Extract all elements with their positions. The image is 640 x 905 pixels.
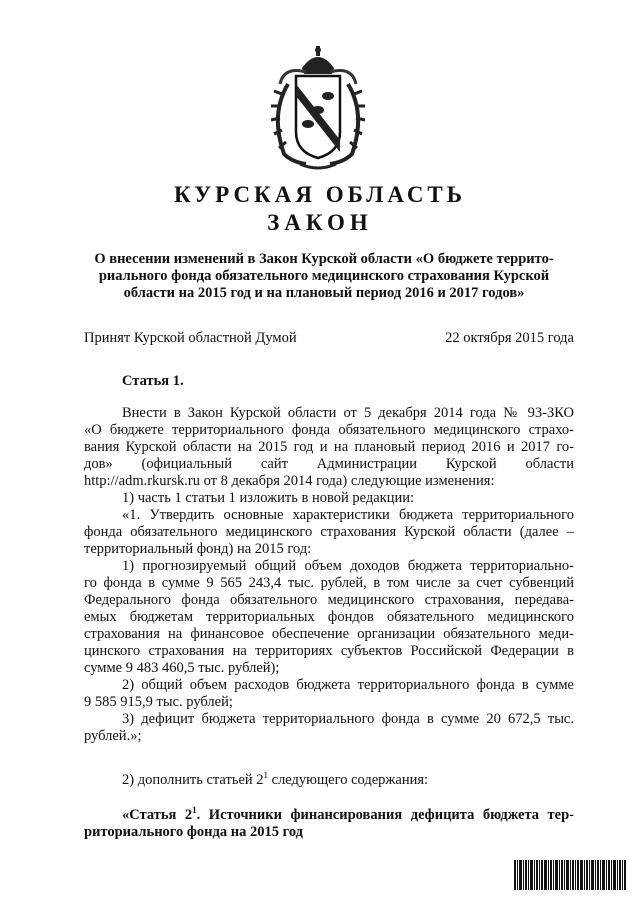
barcode [514, 860, 626, 890]
adopted-by: Принят Курской областной Думой [84, 330, 297, 346]
body-line: го фонда в сумме 9 565 243,4 тыс. рублей, в том числе за счет субвенций [84, 575, 574, 591]
article-1-body [84, 405, 574, 745]
body-line: дов» (официальный сайт Администрации Курской области [84, 456, 574, 472]
body-line: фонда обязательного медицинского страхования Курской области (далее – [84, 524, 574, 540]
article-2-1-heading-rest: . Источники финансирования дефицита бюджета тер- [196, 807, 575, 823]
coat-of-arms-emblem [266, 44, 370, 172]
body-line: http://adm.rkursk.ru от 8 декабря 2014 года) следующие изменения: [84, 473, 495, 489]
adoption-info [84, 330, 574, 347]
subject-line: О внесении изменений в Закон Курской области «О бюджете террито- [94, 251, 554, 267]
body-line: 2) общий объем расходов бюджета территориального фонда в сумме [122, 677, 574, 693]
subject-line: риального фонда обязательного медицинского страхования Курской [98, 268, 550, 284]
article-2-1-heading-prefix: «Статья 2 [122, 807, 193, 823]
body-line: страхования на финансовое обеспечение организации обязательного меди- [84, 626, 574, 642]
body-line: вания Курской области на 2015 год и на плановый период 2016 и 2017 го- [84, 439, 574, 455]
body-line: Внести в Закон Курской области от 5 декабря 2014 года № 93-ЗКО [122, 405, 574, 421]
amendment-2-prefix: 2) дополнить статьей 2 [122, 772, 264, 788]
article-2-1-heading-line: риториального фонда на 2015 год [84, 824, 303, 840]
body-line: территориальный фонд) на 2015 год: [84, 541, 312, 557]
body-line: 3) дефицит бюджета территориального фонда в сумме 20 672,5 тыс. [122, 711, 574, 727]
body-line: 1) прогнозируемый общий объем доходов бюджета территориально- [122, 558, 574, 574]
article-2-1-heading [84, 806, 574, 840]
document-type-title: ЗАКОН [267, 210, 373, 235]
law-subject [84, 251, 564, 302]
body-line: «О бюджете территориального фонда обязательного медицинского страхо- [84, 422, 574, 438]
body-line: емых бюджетам территориальных фондов обязательного медицинского [84, 609, 574, 625]
body-line: 1) часть 1 статьи 1 изложить в новой редакции: [122, 490, 415, 506]
amendment-2-text [122, 772, 428, 789]
body-line: 9 585 915,9 тыс. рублей; [84, 694, 233, 710]
subject-line: области на 2015 год и на плановый период 2016 и 2017 годов» [123, 285, 525, 301]
body-line: рублей.»; [84, 728, 142, 744]
adopted-date: 22 октября 2015 года [445, 330, 574, 346]
article-2-1-heading-superscript: 1 [192, 805, 197, 816]
article-2-1-heading-line [84, 806, 574, 823]
body-line: «1. Утвердить основные характеристики бюджета территориального [122, 507, 574, 523]
region-title: КУРСКАЯ ОБЛАСТЬ [174, 182, 466, 207]
amendment-2-superscript: 1 [263, 770, 269, 781]
body-line: цинского страхования на территориях субъектов Российской Федерации в [84, 643, 574, 659]
article-1-heading: Статья 1. [122, 373, 184, 389]
amendment-2-suffix: следующего содержания: [268, 772, 429, 788]
body-line: Федерального фонда обязательного медицинского страхования, передава- [84, 592, 574, 608]
body-line: сумме 9 483 460,5 тыс. рублей); [84, 660, 280, 676]
